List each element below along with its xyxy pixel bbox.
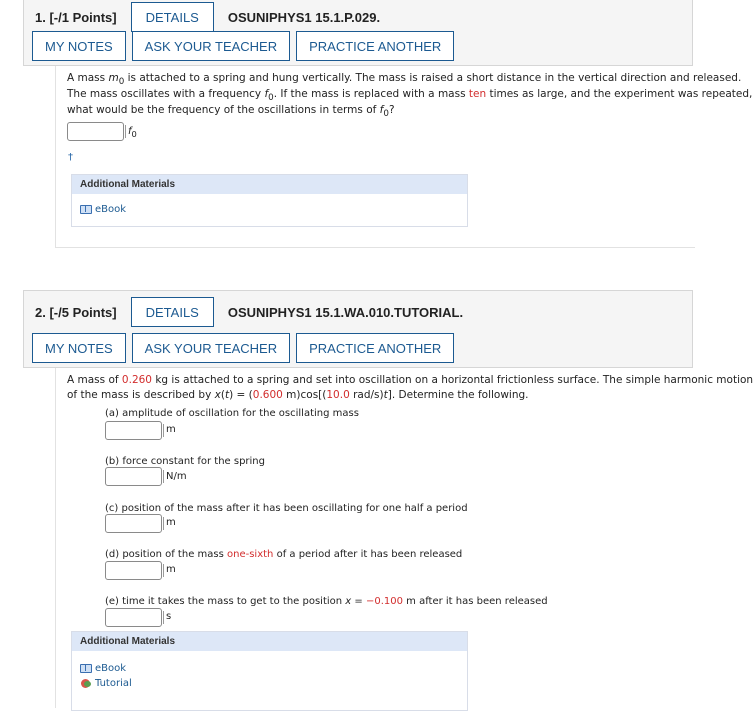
question-2-text-line1: A mass of 0.260 kg is attached to a spring and set into oscillation on a horizontal frictionless surface. The simple harmonic motion <box>67 374 753 386</box>
my-notes-button[interactable]: MY NOTES <box>32 333 126 363</box>
question-2-code: OSUNIPHYS1 15.1.WA.010.TUTORIAL. <box>227 304 464 320</box>
ebook-link[interactable] <box>80 663 126 674</box>
unit-divider <box>163 517 164 530</box>
part-e-unit: s <box>166 611 172 622</box>
part-a-input[interactable] <box>105 421 162 440</box>
answer-input[interactable] <box>67 122 124 141</box>
question-2-points: 2. [-/5 Points] <box>35 304 117 320</box>
additional-materials-panel <box>71 174 468 227</box>
ebook-link-label: eBook <box>95 663 127 674</box>
part-e-input[interactable] <box>105 608 162 627</box>
question-2-title-row <box>24 292 692 332</box>
part-b-label: (b) force constant for the spring <box>105 456 265 467</box>
unit-divider <box>163 611 164 624</box>
unit-divider <box>163 564 164 577</box>
question-2-body <box>55 368 753 708</box>
part-d-unit: m <box>166 564 176 575</box>
unit-divider <box>125 125 126 138</box>
my-notes-button[interactable]: MY NOTES <box>32 31 126 61</box>
question-1-button-row <box>32 31 454 61</box>
part-a-label: (a) amplitude of oscillation for the oscillating mass <box>105 408 359 419</box>
question-1-text-line3: what would be the frequency of the oscillations in terms of $f_0$? <box>67 104 395 120</box>
unit-divider <box>163 424 164 437</box>
part-c-label: (c) position of the mass after it has been oscillating for one half a period <box>105 503 468 514</box>
part-b-unit: N/m <box>166 471 187 482</box>
tutorial-link-label: Tutorial <box>95 678 132 689</box>
question-2-details-button[interactable]: DETAILS <box>131 297 214 327</box>
question-1-points: 1. [-/1 Points] <box>35 9 117 25</box>
ebook-link[interactable] <box>80 204 126 215</box>
ask-your-teacher-button[interactable]: ASK YOUR TEACHER <box>132 31 290 61</box>
question-2-button-row <box>32 333 454 363</box>
part-c-unit: m <box>166 517 176 528</box>
question-1-text-line1: A mass $m_0$ is attached to a spring and hung vertically. The mass is raised a short distance in the vertical direction and released. <box>67 72 742 88</box>
question-1-details-button[interactable]: DETAILS <box>131 2 214 32</box>
tutorial-link[interactable] <box>80 678 132 689</box>
tutorial-icon <box>80 678 92 689</box>
unit-divider <box>163 470 164 483</box>
ebook-icon <box>80 664 92 673</box>
question-1-body <box>55 66 753 248</box>
question-1-code: OSUNIPHYS1 15.1.P.029. <box>227 9 381 25</box>
part-e-label: (e) time it takes the mass to get to the position x = −0.100 m after it has been released <box>105 596 548 607</box>
question-2-text-line2: of the mass is described by x(t) = (0.600 m)cos[(10.0 rad/s)t]. Determine the following. <box>67 389 529 401</box>
part-c-input[interactable] <box>105 514 162 533</box>
ask-your-teacher-button[interactable]: ASK YOUR TEACHER <box>132 333 290 363</box>
additional-materials-panel <box>71 631 468 711</box>
question-2-header <box>23 290 693 368</box>
practice-another-button[interactable]: PRACTICE ANOTHER <box>296 31 454 61</box>
dagger-icon: † <box>68 152 73 163</box>
additional-materials-heading: Additional Materials <box>72 175 467 194</box>
part-d-label: (d) position of the mass one-sixth of a period after it has been released <box>105 549 463 560</box>
ebook-link-label: eBook <box>95 204 127 215</box>
ebook-icon <box>80 205 92 214</box>
practice-another-button[interactable]: PRACTICE ANOTHER <box>296 333 454 363</box>
part-d-input[interactable] <box>105 561 162 580</box>
question-1-text-line2: The mass oscillates with a frequency $f_0$. If the mass is replaced with a mass ten times as large, and the experiment was repeated, <box>67 88 753 104</box>
answer-unit-label: $f_0$ <box>128 126 137 139</box>
question-1-header <box>23 0 693 66</box>
part-b-input[interactable] <box>105 467 162 486</box>
part-a-unit: m <box>166 424 176 435</box>
additional-materials-heading: Additional Materials <box>72 632 467 651</box>
